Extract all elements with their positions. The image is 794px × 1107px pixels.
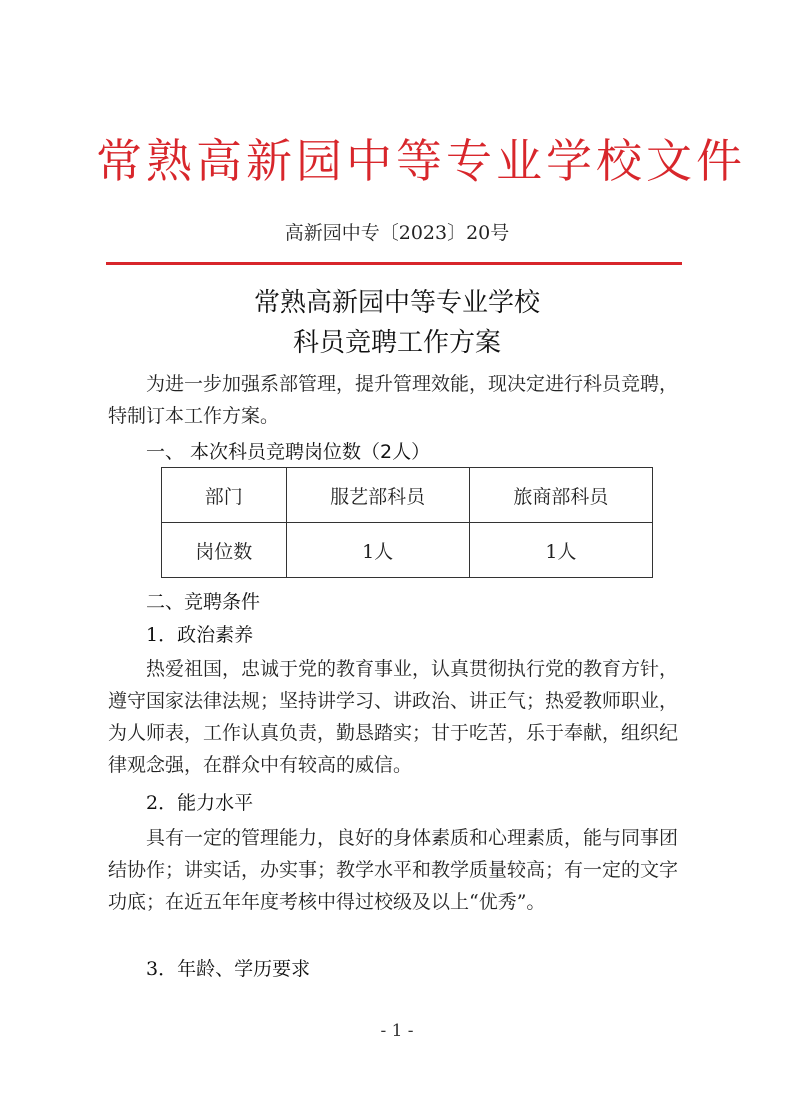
item-1-paragraph: 热爱祖国，忠诚于党的教育事业，认真贯彻执行党的教育方针，遵守国家法律法规；坚持讲学习、讲政治、讲正气；热爱教师职业，为人师表，工作认真负责，勤恳踏实；甘于吃苦，乐于奉献，组织纪律观念强，在群众中有较高的威信。 [108, 658, 679, 776]
org-header-title: 常熟高新园中等专业学校文件 [96, 134, 746, 188]
table-cell: 旅商部科员 [469, 468, 652, 523]
item-2-paragraph: 具有一定的管理能力，良好的身体素质和心理素质，能与同事团结协作；讲实话，办实事；教学水平和教学质量较高；有一定的文字功底；在近五年年度考核中得过校级及以上“优秀”。 [108, 827, 679, 913]
section-2-heading: 二、竞聘条件 [146, 591, 261, 613]
item-1-title: 1．政治素养 [146, 624, 254, 646]
doc-title-line-2: 科员竞聘工作方案 [292, 328, 501, 358]
document-number: 高新园中专〔2023〕20号 [284, 222, 510, 244]
section-1-heading: 一、 本次科员竞聘岗位数（2人） [146, 441, 431, 463]
table-cell: 1人 [286, 523, 469, 578]
doc-title-line-1: 常熟高新园中等专业学校 [253, 288, 540, 318]
position-quota-table [161, 467, 653, 578]
item-2-title: 2．能力水平 [146, 792, 254, 814]
item-3-title: 3．年龄、学历要求 [146, 958, 311, 980]
table-row [162, 523, 653, 578]
table-cell: 服艺部科员 [286, 468, 469, 523]
table-cell: 部门 [162, 468, 287, 523]
table-cell: 1人 [469, 523, 652, 578]
intro-paragraph: 为进一步加强系部管理，提升管理效能，现决定进行科员竞聘，特制订本工作方案。 [108, 373, 679, 427]
table-header-row [162, 468, 653, 523]
page-number: - 1 - [380, 1021, 414, 1041]
red-divider-rule [106, 262, 682, 265]
table-cell: 岗位数 [162, 523, 287, 578]
